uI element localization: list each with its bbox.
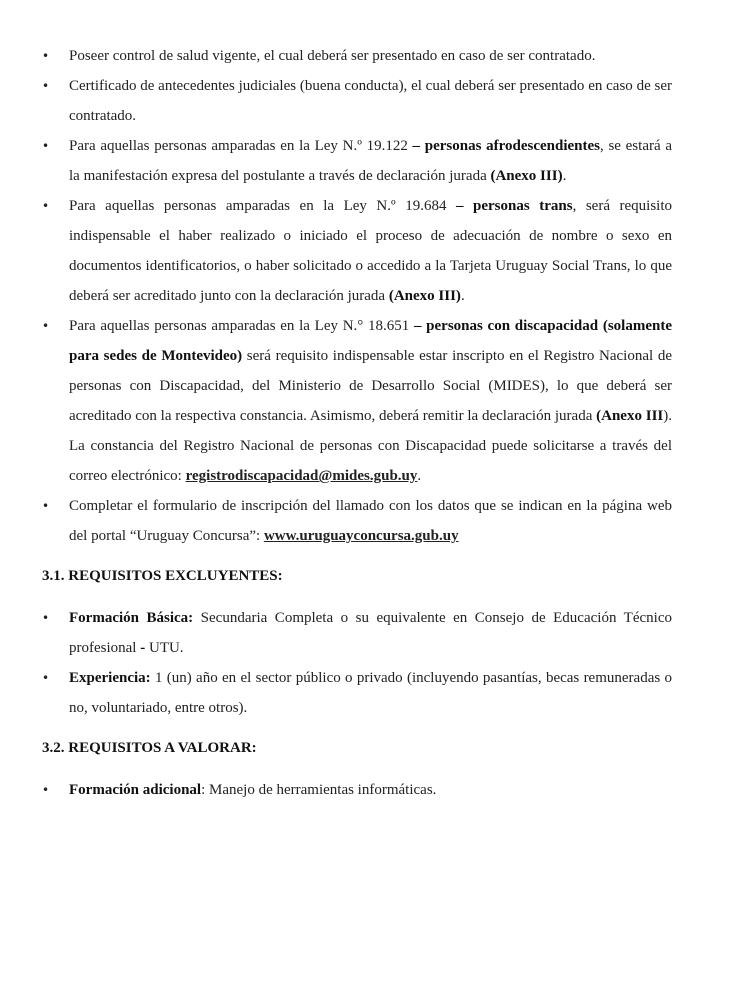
excluyentes-list bbox=[0, 603, 750, 723]
bold-text: – personas con discapacidad (solamente para sedes de Montevideo) bbox=[69, 318, 672, 364]
bullet-icon: • bbox=[42, 49, 50, 63]
bullet-icon: • bbox=[42, 319, 50, 333]
list-item-text: Completar el formulario de inscripción del llamado con los datos que se indican en la página web del portal “Uruguay Concursa”: www.uruguayconcursa.gub.uy bbox=[69, 498, 672, 544]
bold-text: (Anexo III) bbox=[490, 168, 563, 184]
list-item bbox=[0, 71, 750, 131]
bullet-icon: • bbox=[42, 671, 50, 685]
list-item-text: Para aquellas personas amparadas en la Ley N.º 19.684 – personas trans, será requisito indispensable el haber realizado o iniciado el proceso de adecuación de nombre o sexo en documentos identificatorios, o haber solicitado o accedido a la Tarjeta Uruguay Social Trans, lo que deberá ser acreditado junto con la declaración jurada (Anexo III). bbox=[69, 198, 673, 304]
bullet-icon: • bbox=[42, 139, 50, 153]
valorar-list bbox=[0, 775, 750, 805]
list-item bbox=[0, 603, 750, 663]
bold-text: (Anexo III bbox=[596, 408, 664, 424]
bold-text: – personas trans bbox=[455, 198, 573, 214]
list-item bbox=[0, 191, 750, 311]
list-item-text: Formación adicional: Manejo de herramientas informáticas. bbox=[69, 782, 437, 798]
list-item-text: Para aquellas personas amparadas en la Ley N.° 18.651 – personas con discapacidad (solamente para sedes de Montevideo) será requisito indispensable estar inscripto en el Registro Nacional de personas con Discapacidad, del Ministerio de Desarrollo Social (MIDES), lo que deberá ser acreditado con la respectiva constancia. Asimismo, deberá remitir la declaración jurada (Anexo III). La constancia del Registro Nacional de personas con Discapacidad puede solicitarse a través del correo electrónico: registrodiscapacidad@mides.gub.uy. bbox=[69, 318, 673, 484]
list-item bbox=[0, 41, 750, 71]
section-heading-excluyentes: 3.1. REQUISITOS EXCLUYENTES: bbox=[42, 568, 283, 584]
list-item-text: Formación Básica: Secundaria Completa o su equivalente en Consejo de Educación Técnico profesional - UTU. bbox=[69, 610, 672, 656]
bullet-icon: • bbox=[42, 79, 50, 93]
list-item bbox=[0, 491, 750, 551]
email-link[interactable]: registrodiscapacidad@mides.gub.uy bbox=[185, 468, 418, 484]
bold-label: Experiencia: bbox=[69, 670, 151, 686]
list-item bbox=[0, 131, 750, 191]
section-heading-valorar: 3.2. REQUISITOS A VALORAR: bbox=[42, 740, 257, 756]
bold-label: Formación Básica: bbox=[69, 610, 194, 626]
list-item-text: Para aquellas personas amparadas en la Ley N.º 19.122 – personas afrodescendientes, se estará a la manifestación expresa del postulante a través de declaración jurada (Anexo III). bbox=[69, 138, 672, 184]
bold-text: – personas afrodescendientes bbox=[412, 138, 600, 154]
bold-label: Formación adicional bbox=[69, 782, 202, 798]
list-item bbox=[0, 775, 750, 805]
list-item-text: Poseer control de salud vigente, el cual deberá ser presentado en caso de ser contratado. bbox=[69, 48, 596, 64]
bullet-icon: • bbox=[42, 499, 50, 513]
list-item bbox=[0, 311, 750, 491]
bullet-icon: • bbox=[42, 783, 50, 797]
list-item-text: Certificado de antecedentes judiciales (buena conducta), el cual deberá ser presentado en caso de ser contratado. bbox=[69, 78, 672, 124]
bullet-icon: • bbox=[42, 611, 50, 625]
list-item-text: Experiencia: 1 (un) año en el sector público o privado (incluyendo pasantías, becas remuneradas o no, voluntariado, entre otros). bbox=[69, 670, 672, 716]
website-link[interactable]: www.uruguayconcursa.gub.uy bbox=[263, 528, 459, 544]
bold-text: (Anexo III) bbox=[388, 288, 461, 304]
list-item bbox=[0, 663, 750, 723]
bullet-icon: • bbox=[42, 199, 50, 213]
